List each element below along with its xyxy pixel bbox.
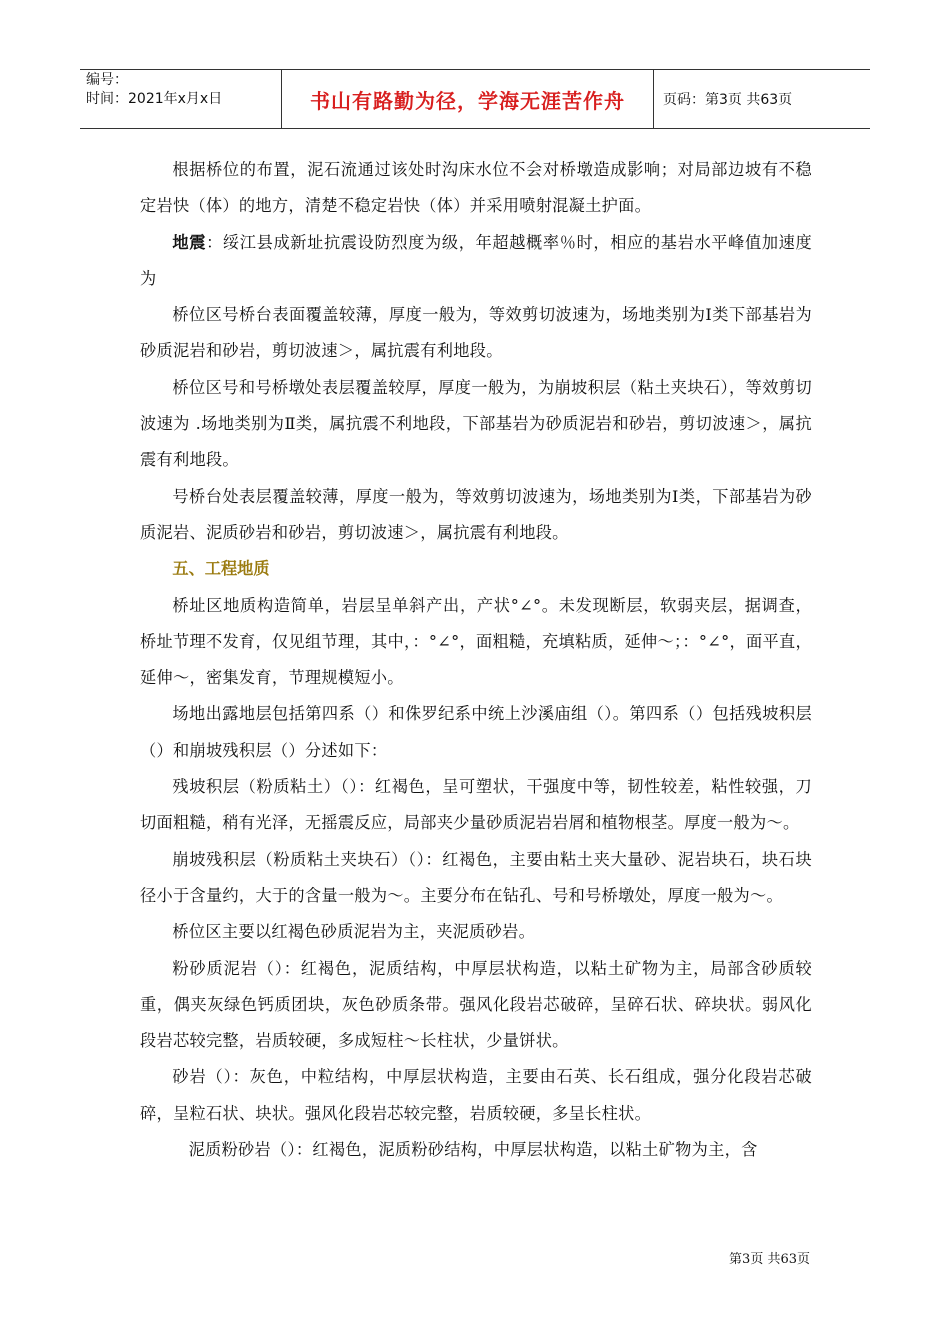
page-header <box>80 69 870 129</box>
paragraph: 桥位区号桥台表面覆盖较薄，厚度一般为，等效剪切波速为，场地类别为Ⅰ类下部基岩为砂质泥岩和砂岩，剪切波速＞，属抗震有利地段。 <box>140 305 812 361</box>
header-motto: 书山有路勤为径，学海无涯苦作舟 <box>282 70 654 128</box>
paragraph: 粉砂质泥岩（）：红褐色，泥质结构，中厚层状构造，以粘土矿物为主，局部含砂质较重，偶夹灰绿色钙质团块，灰色砂质条带。强风化段岩芯破碎，呈碎石状、碎块状。弱风化段岩芯较完整，岩质较硬，多成短柱～长柱状，少量饼状。 <box>140 958 812 1051</box>
paragraph-text: ：绥江县成新址抗震设防烈度为级，年超越概率％时，相应的基岩水平峰值加速度为 <box>140 232 812 288</box>
document-body <box>140 152 812 1168</box>
paragraph: 桥址区地质构造简单，岩层呈单斜产出，产状°∠°。未发现断层，软弱夹层，据调查，桥址节理不发育，仅见组节理，其中，：°∠°，面粗糙，充填粘质，延伸～；：°∠°，面平直，延伸～，密集发育，节理规模短小。 <box>140 595 812 688</box>
paragraph: 桥位区主要以红褐色砂质泥岩为主，夹泥质砂岩。 <box>172 922 536 942</box>
header-page-number: 页码：第3页 共63页 <box>663 92 793 108</box>
paragraph: 号桥台处表层覆盖较薄，厚度一般为，等效剪切波速为，场地类别为Ⅰ类，下部基岩为砂质泥岩、泥质砂岩和砂岩，剪切波速＞，属抗震有利地段。 <box>140 486 812 542</box>
paragraph: 场地出露地层包括第四系（）和侏罗纪系中统上沙溪庙组（）。第四系（）包括残坡积层（）和崩坡残积层（）分述如下： <box>140 704 812 760</box>
paragraph: 泥质粉砂岩（）：红褐色，泥质粉砂结构，中厚层状构造，以粘土矿物为主，含 <box>188 1140 758 1160</box>
paragraph: 砂岩（）：灰色，中粒结构，中厚层状构造，主要由石英、长石组成，强分化段岩芯破碎，呈粒石状、块状。强风化段岩芯较完整，岩质较硬，多呈长柱状。 <box>140 1067 812 1123</box>
doc-time-label: 时间：2021年x月x日 <box>86 91 223 107</box>
section-heading: 五、工程地质 <box>172 559 270 579</box>
paragraph: 桥位区号和号桥墩处表层覆盖较厚，厚度一般为，为崩坡积层（粘土夹块石），等效剪切波速为 .场地类别为Ⅱ类，属抗震不利地段，下部基岩为砂质泥岩和砂岩，剪切波速＞，属抗震有利地段。 <box>140 377 812 470</box>
paragraph: 根据桥位的布置，泥石流通过该处时沟床水位不会对桥墩造成影响；对局部边坡有不稳定岩快（体）的地方，清楚不稳定岩快（体）并采用喷射混凝土护面。 <box>140 160 812 216</box>
paragraph-earthquake <box>140 225 812 298</box>
doc-number-label: 编号： <box>86 72 128 88</box>
paragraph: 崩坡残积层（粉质粘土夹块石）（）：红褐色，主要由粘土夹大量砂、泥岩块石，块石块径小于含量约，大于的含量一般为～。主要分布在钻孔、号和号桥墩处，厚度一般为～。 <box>140 849 812 905</box>
keyword-earthquake: 地震 <box>172 232 207 252</box>
page-footer-number: 第3页 共63页 <box>729 1252 810 1267</box>
paragraph: 残坡积层（粉质粘土）（）：红褐色，呈可塑状，干强度中等，韧性较差，粘性较强，刀切面粗糙，稍有光泽，无摇震反应，局部夹少量砂质泥岩岩屑和植物根茎。厚度一般为～。 <box>140 777 812 833</box>
header-meta <box>80 70 282 128</box>
